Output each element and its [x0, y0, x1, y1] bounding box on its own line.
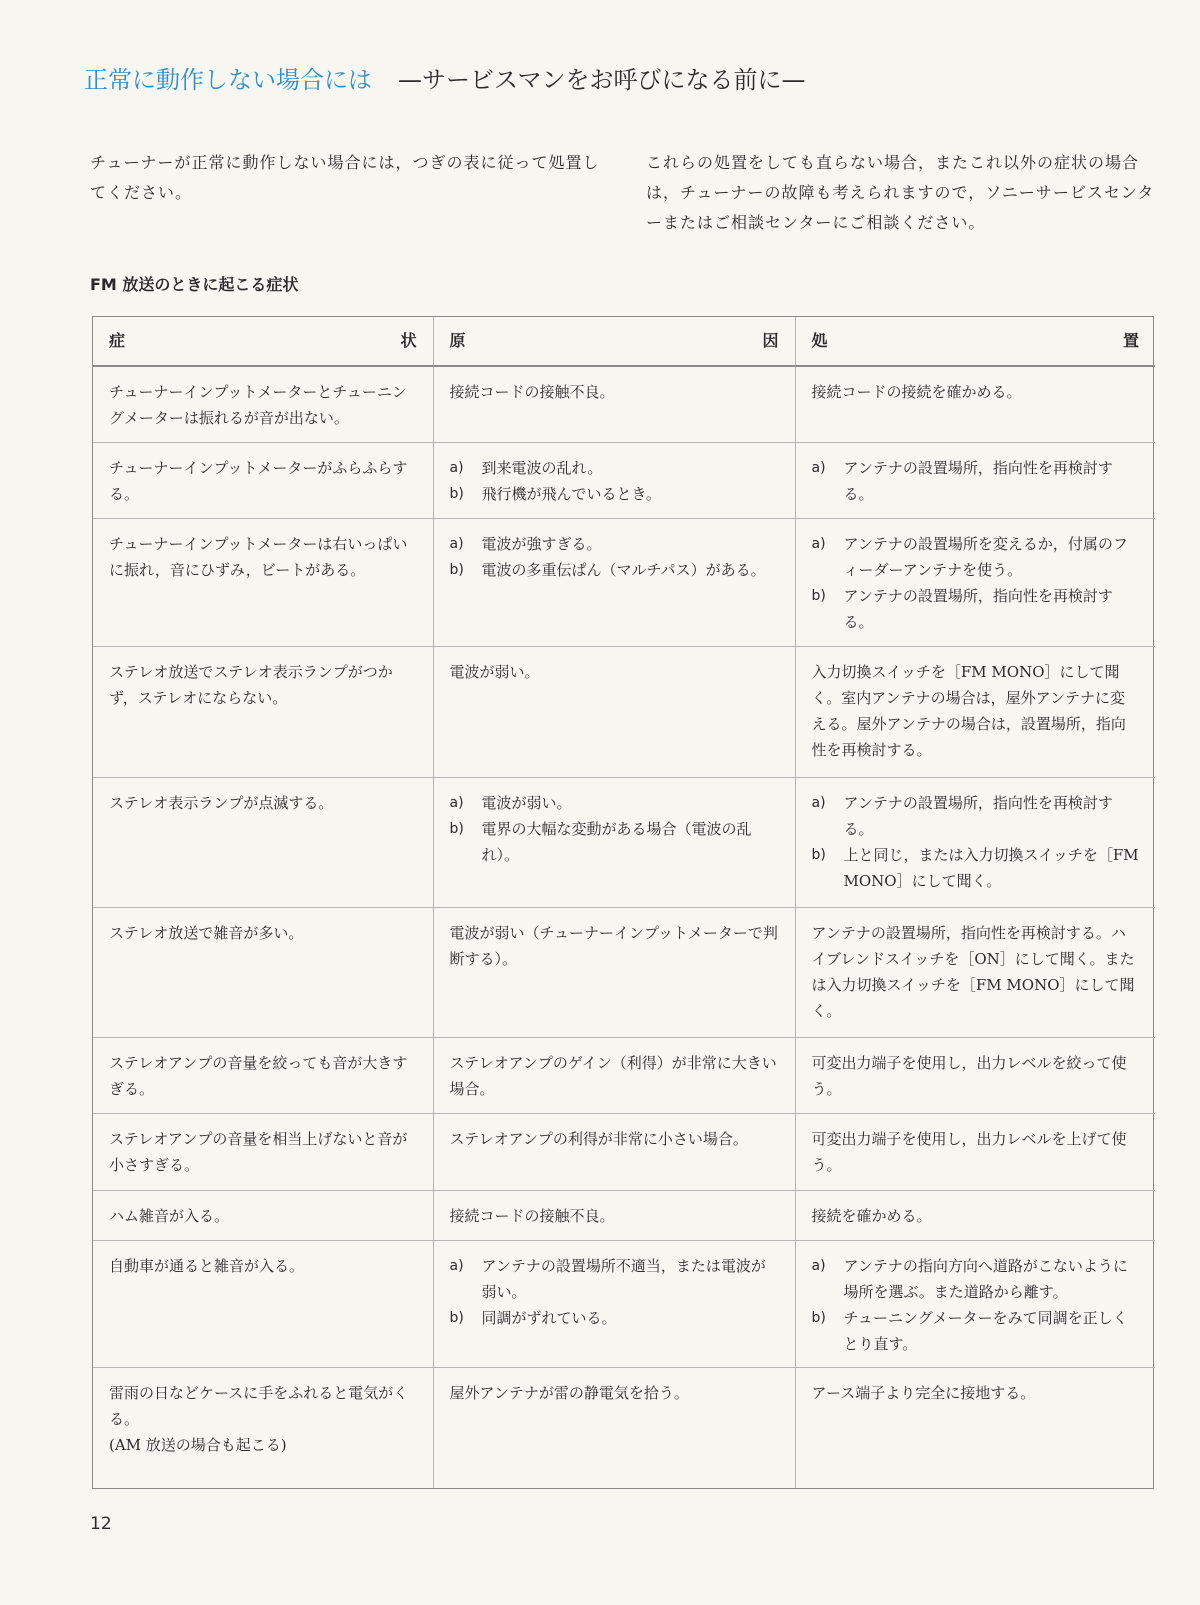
table-row — [93, 1114, 1155, 1190]
remedy-cell — [795, 907, 1155, 1037]
item-label: a) — [811, 535, 826, 552]
item-text: 同調がずれている。 — [481, 1308, 617, 1327]
remedy-cell — [795, 1240, 1155, 1367]
remedy-cell — [795, 647, 1155, 777]
symptom-text: ステレオアンプの音量を絞っても音が大きすぎる。 — [109, 1054, 408, 1099]
item-label: a) — [449, 459, 464, 476]
remedy-item — [812, 1380, 1140, 1406]
item-label: a) — [811, 794, 826, 811]
cause-item — [450, 1253, 779, 1305]
cause-cell — [433, 1240, 795, 1367]
symptom-cell — [93, 518, 433, 646]
cause-cell — [433, 1114, 795, 1190]
remedy-cell — [795, 1190, 1155, 1240]
remedy-item — [812, 1050, 1140, 1102]
header-cause: 原 因 — [433, 317, 795, 366]
section-title: FM 放送のときに起こる症状 — [90, 275, 299, 294]
symptom-cell — [93, 647, 433, 777]
remedy-item — [812, 583, 1140, 635]
table-row — [93, 518, 1155, 646]
cause-cell — [433, 366, 795, 442]
symptom-cell — [93, 1240, 433, 1367]
item-text: 接続コードの接触不良。 — [449, 383, 615, 401]
remedy-item — [812, 920, 1140, 1024]
remedy-cell — [795, 518, 1155, 646]
cause-item — [450, 816, 779, 868]
remedy-cell — [795, 366, 1155, 442]
cause-item — [450, 481, 779, 507]
remedy-item — [812, 842, 1140, 894]
item-label: a) — [449, 794, 464, 811]
symptom-cell — [93, 1368, 433, 1488]
item-text: 電波が弱い。 — [449, 663, 540, 682]
cause-cell — [433, 647, 795, 777]
symptom-text: ステレオ表示ランプが点滅する。 — [109, 793, 334, 812]
symptom-cell — [93, 366, 433, 442]
symptom-text: ステレオアンプの音量を相当上げないと音が小さすぎる。 — [109, 1130, 408, 1175]
item-text: 上と同じ，または入力切換スイッチを［FM MONO］にして聞く。 — [843, 845, 1139, 890]
item-text: 可変出力端子を使用し，出力レベルを上げて使う。 — [811, 1130, 1127, 1175]
cause-cell — [433, 907, 795, 1037]
troubleshooting-table — [92, 316, 1154, 1489]
symptom-text: 雷雨の日などケースに手をふれると電気がくる。 (AM 放送の場合も起こる) — [109, 1384, 409, 1455]
cause-item — [450, 659, 779, 685]
remedy-item — [812, 531, 1140, 583]
item-label: a) — [811, 1257, 826, 1274]
symptom-cell — [93, 442, 433, 518]
item-label: b) — [449, 485, 464, 502]
intro-right: これらの処置をしても直らない場合，またこれ以外の症状の場合は，チューナーの故障も考えられますので，ソニーサービスセンターまたはご相談センターにご相談ください。 — [646, 153, 1155, 232]
remedy-cell — [795, 1038, 1155, 1114]
cause-item — [450, 455, 779, 481]
item-label: b) — [449, 561, 464, 578]
cause-item — [450, 379, 779, 405]
cause-item — [450, 1050, 779, 1102]
remedy-item — [812, 1203, 1140, 1229]
remedy-item — [812, 790, 1140, 842]
remedy-item — [812, 1305, 1140, 1357]
item-text: アンテナの設置場所不適当，または電波が弱い。 — [481, 1256, 766, 1301]
symptom-text: チューナーインプットメーターとチューニングメーターは振れるが音が出ない。 — [109, 383, 407, 427]
header-symptom: 症 状 — [93, 317, 433, 366]
item-text: 電波の多重伝ぱん（マルチパス）がある。 — [481, 560, 766, 579]
item-label: b) — [449, 1309, 464, 1326]
cause-cell — [433, 777, 795, 907]
item-label: b) — [811, 587, 826, 604]
table-row — [93, 647, 1155, 777]
table-row — [93, 907, 1155, 1037]
table-row — [93, 777, 1155, 907]
title-subtitle: —サービスマンをお呼びになる前に— — [398, 66, 806, 94]
item-text: チューニングメーターをみて同調を正しくとり直す。 — [843, 1308, 1128, 1353]
symptom-cell — [93, 907, 433, 1037]
symptom-cell — [93, 1038, 433, 1114]
symptom-cell — [93, 1114, 433, 1190]
item-text: 電波が弱い（チューナーインプットメーターで判断する）。 — [449, 923, 778, 968]
symptom-cell — [93, 777, 433, 907]
cause-item — [450, 790, 779, 816]
item-label: a) — [811, 459, 826, 476]
cause-item — [450, 1203, 779, 1229]
item-text: 屋外アンテナが雷の静電気を拾う。 — [449, 1384, 689, 1403]
item-text: アンテナの設置場所，指向性を再検討する。 — [843, 586, 1113, 631]
cause-item — [450, 1126, 779, 1152]
item-text: 電波が弱い。 — [481, 793, 572, 812]
table-row — [93, 442, 1155, 518]
item-text: アンテナの指向方向へ道路がこないように場所を選ぶ。また道路から離す。 — [843, 1256, 1128, 1301]
item-text: 接続を確かめる。 — [811, 1206, 932, 1225]
remedy-item — [812, 1126, 1140, 1178]
remedy-item — [812, 659, 1140, 763]
table-row — [93, 1368, 1155, 1488]
cause-cell — [433, 1368, 795, 1488]
item-label: b) — [811, 846, 826, 863]
cause-item — [450, 531, 779, 557]
symptom-cell — [93, 1190, 433, 1240]
item-text: アンテナの設置場所，指向性を再検討する。 — [843, 458, 1113, 503]
page-number: 12 — [90, 1514, 112, 1534]
cause-item — [450, 920, 779, 972]
item-text: アンテナの設置場所，指向性を再検討する。 — [843, 793, 1113, 838]
item-text: 電波が強すぎる。 — [481, 534, 602, 553]
item-text: アンテナの設置場所を変えるか，付属のフィーダーアンテナを使う。 — [843, 534, 1128, 579]
remedy-item — [812, 1253, 1140, 1305]
cause-item — [450, 557, 779, 583]
item-text: 可変出力端子を使用し，出力レベルを絞って使う。 — [811, 1054, 1127, 1099]
item-text: 飛行機が飛んでいるとき。 — [481, 484, 661, 503]
cause-cell — [433, 1190, 795, 1240]
item-text: 接続コードの接続を確かめる。 — [811, 383, 1022, 401]
symptom-text: 自動車が通ると雑音が入る。 — [109, 1256, 305, 1275]
item-label: b) — [449, 820, 464, 837]
table-row — [93, 366, 1155, 442]
remedy-cell — [795, 442, 1155, 518]
item-label: b) — [811, 1309, 826, 1326]
table-row — [93, 1190, 1155, 1240]
symptom-text: チューナーインプットメーターがふらふらする。 — [109, 458, 408, 503]
symptom-text: ステレオ放送でステレオ表示ランプがつかず，ステレオにならない。 — [109, 663, 393, 708]
table-row — [93, 1038, 1155, 1114]
page-title — [84, 60, 806, 95]
table-header-row — [93, 317, 1155, 366]
intro-left: チューナーが正常に動作しない場合には，つぎの表に従って処置してください。 — [90, 153, 600, 202]
remedy-cell — [795, 777, 1155, 907]
item-text: アンテナの設置場所，指向性を再検討する。ハイブレンドスイッチを［ON］にして聞く。または入力切換スイッチを［FM MONO］にして聞く。 — [811, 923, 1135, 1020]
table-row — [93, 1240, 1155, 1367]
item-text: 到来電波の乱れ。 — [481, 458, 603, 477]
title-main: 正常に動作しない場合には — [84, 66, 372, 94]
symptom-text: ハム雑音が入る。 — [109, 1206, 230, 1225]
item-text: 電界の大幅な変動がある場合（電波の乱れ）。 — [481, 819, 752, 864]
cause-cell — [433, 1038, 795, 1114]
item-text: ステレオアンプのゲイン（利得）が非常に大きい場合。 — [449, 1054, 777, 1099]
remedy-item — [812, 455, 1140, 507]
item-text: 入力切換スイッチを［FM MONO］にして聞く。室内アンテナの場合は，屋外アンテナに変える。屋外アンテナの場合は，設置場所，指向性を再検討する。 — [811, 663, 1126, 760]
symptom-text: チューナーインプットメーターは右いっぱいに振れ，音にひずみ，ビートがある。 — [109, 534, 408, 579]
item-label: a) — [449, 1257, 464, 1274]
item-text: ステレオアンプの利得が非常に小さい場合。 — [449, 1130, 748, 1149]
cause-cell — [433, 518, 795, 646]
header-remedy: 処 置 — [795, 317, 1155, 366]
remedy-cell — [795, 1114, 1155, 1190]
item-text: 接続コードの接触不良。 — [449, 1206, 615, 1225]
cause-item — [450, 1305, 779, 1331]
remedy-item — [812, 379, 1140, 405]
symptom-text: ステレオ放送で雑音が多い。 — [109, 923, 304, 942]
remedy-cell — [795, 1368, 1155, 1488]
table-body — [93, 366, 1155, 1488]
cause-cell — [433, 442, 795, 518]
item-text: アース端子より完全に接地する。 — [811, 1384, 1036, 1403]
cause-item — [450, 1380, 779, 1406]
item-label: a) — [449, 535, 464, 552]
